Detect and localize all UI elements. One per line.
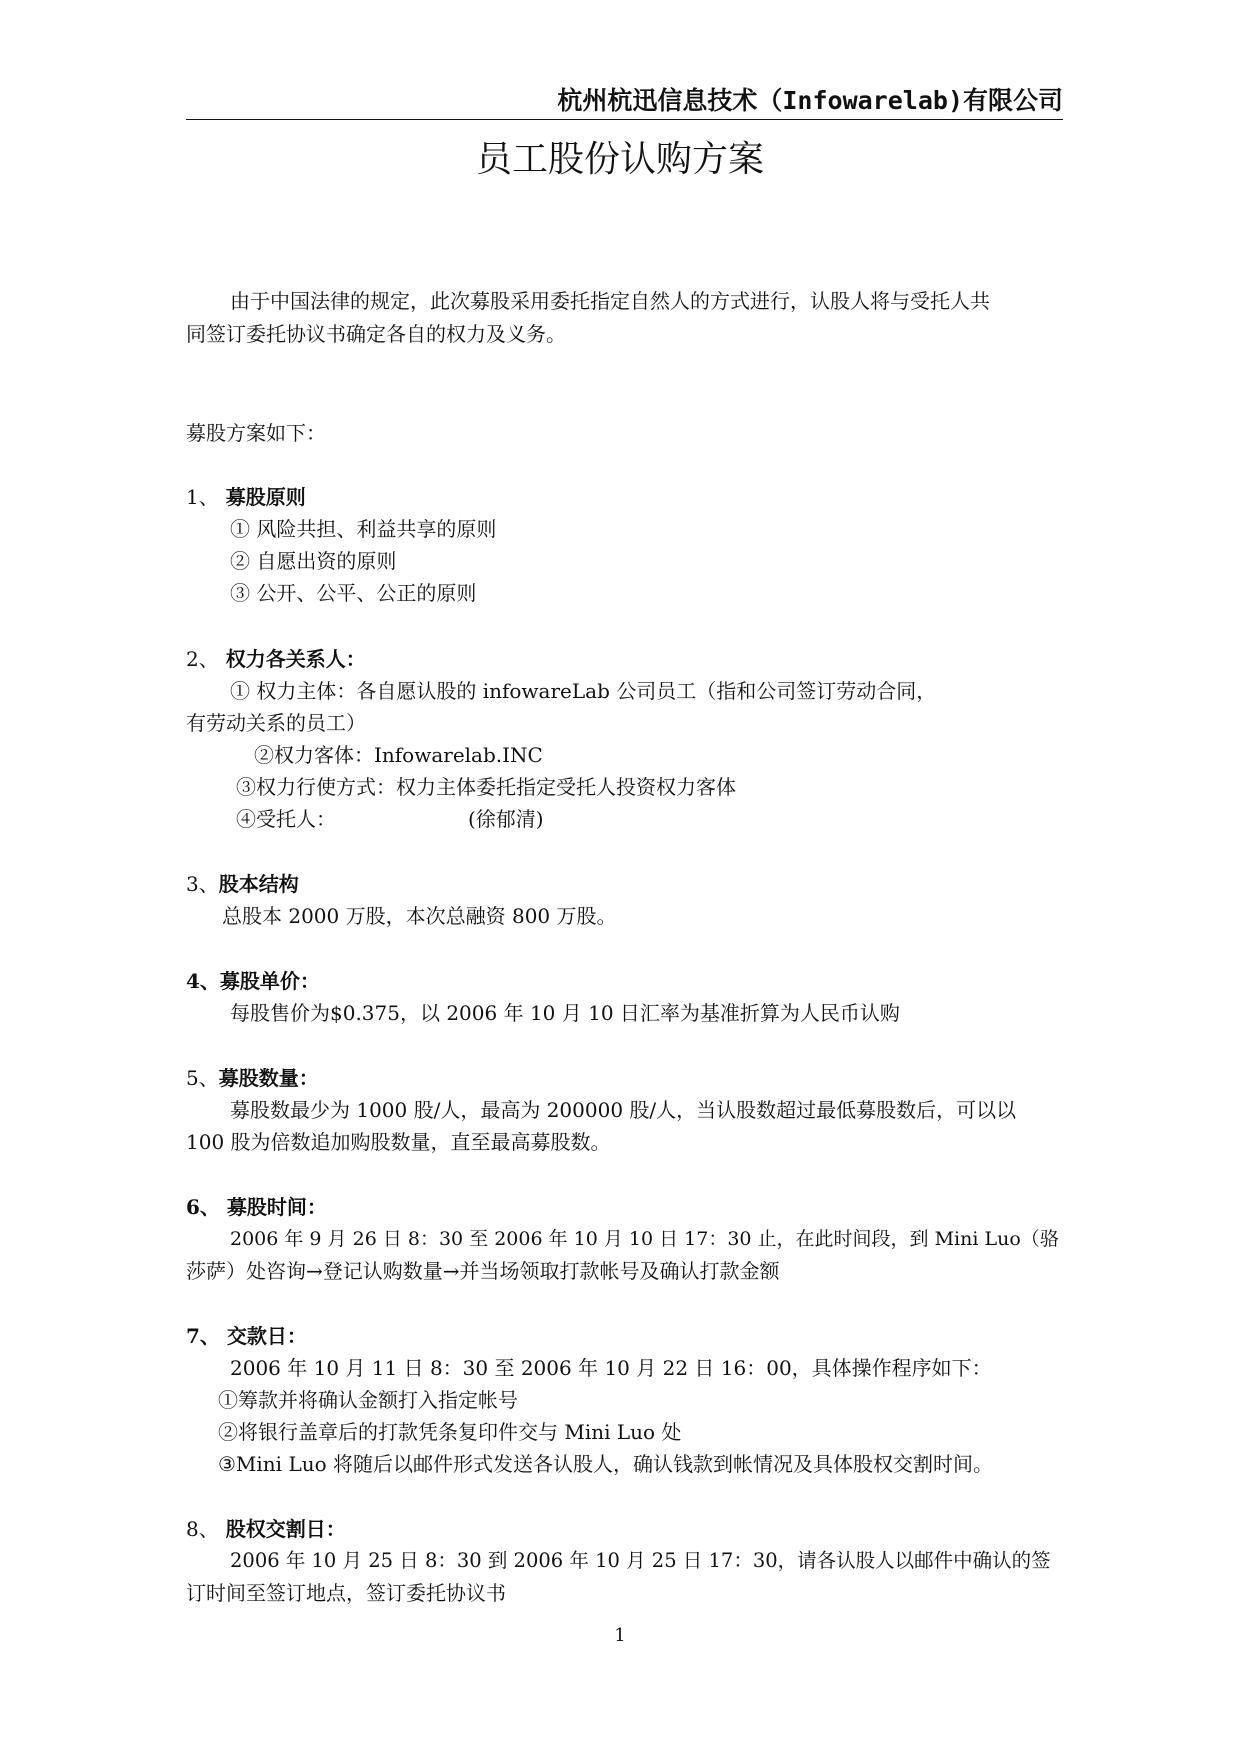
intro-line-1: 由于中国法律的规定，此次募股采用委托指定自然人的方式进行，认股人将与受托人共 <box>230 289 990 313</box>
section-1-title: 募股原则 <box>225 485 306 509</box>
section-2-line-3: ②权力客体：Infowarelab.INC <box>254 743 543 767</box>
section-4-number: 4、 <box>186 969 220 993</box>
list-item: ②将银行盖章后的打款凭条复印件交与 Mini Luo 处 <box>218 1420 682 1444</box>
section-2-line-2: 有劳动关系的员工） <box>186 711 366 735</box>
section-7-line-1: 2006 年 10 月 11 日 8：30 至 2006 年 10 月 22 日 16：00，具体操作程序如下： <box>230 1356 992 1380</box>
section-3-title: 股本结构 <box>218 872 299 896</box>
section-7-number: 7、 <box>186 1324 220 1348</box>
section-2-heading <box>186 644 366 674</box>
section-3-body: 总股本 2000 万股，本次总融资 800 万股。 <box>222 904 617 928</box>
section-1-number: 1、 <box>186 485 219 509</box>
section-5-title: 募股数量： <box>218 1066 319 1090</box>
section-8-heading <box>186 1514 346 1544</box>
company-header: 杭州杭迅信息技术（Infowarelab)有限公司 <box>557 86 1063 115</box>
section-4-title: 募股单价： <box>219 969 320 993</box>
section-6-number: 6、 <box>186 1195 220 1219</box>
section-2-line-5-value: (徐郁清) <box>468 807 544 831</box>
section-3-heading <box>186 869 299 899</box>
section-2-line-4: ③权力行使方式：权力主体委托指定受托人投资权力客体 <box>236 775 736 799</box>
section-7-heading <box>186 1321 307 1351</box>
list-item: ② 自愿出资的原则 <box>230 549 397 573</box>
section-6-line-1: 2006 年 9 月 26 日 8：30 至 2006 年 10 月 10 日 17：30 止，在此时间段，到 Mini Luo（骆 <box>230 1228 1059 1250</box>
section-6-title: 募股时间： <box>226 1195 327 1219</box>
list-item: ① 风险共担、利益共享的原则 <box>230 517 497 541</box>
section-8-title: 股权交割日： <box>225 1517 346 1541</box>
section-5-line-1: 募股数最少为 1000 股/人，最高为 200000 股/人，当认股数超过最低募股数后，可以以 <box>230 1098 1017 1122</box>
list-item: ①筹款并将确认金额打入指定帐号 <box>218 1388 518 1412</box>
section-5-number: 5、 <box>186 1066 219 1090</box>
section-8-line-1: 2006 年 10 月 25 日 8：30 到 2006 年 10 月 25 日 17：30，请各认股人以邮件中确认的签 <box>230 1549 1051 1572</box>
section-6-line-2: 莎萨）处咨询→登记认购数量→并当场领取打款帐号及确认打款金额 <box>186 1259 780 1283</box>
section-3-number: 3、 <box>186 872 219 896</box>
section-2-line-5-label: ④受托人： <box>236 807 336 831</box>
section-2-number: 2、 <box>186 647 219 671</box>
section-5-line-2: 100 股为倍数追加购股数量，直至最高募股数。 <box>186 1130 611 1154</box>
section-4-body: 每股售价为$0.375，以 2006 年 10 月 10 日汇率为基准折算为人民币认购 <box>230 1001 900 1025</box>
list-item: ③Mini Luo 将随后以邮件形式发送各认股人，确认钱款到帐情况及具体股权交割时间。 <box>218 1452 993 1476</box>
section-8-line-2: 订时间至签订地点，签订委托协议书 <box>186 1581 506 1605</box>
plan-label: 募股方案如下： <box>186 421 326 445</box>
section-8-number: 8、 <box>186 1517 219 1541</box>
list-item: ③ 公开、公平、公正的原则 <box>230 581 477 605</box>
page-number: 1 <box>614 1625 626 1646</box>
header-rule <box>186 119 1063 120</box>
section-2-line-1: ① 权力主体：各自愿认股的 infowareLab 公司员工（指和公司签订劳动合同， <box>230 679 937 703</box>
section-1-heading <box>186 482 306 512</box>
document-title: 员工股份认购方案 <box>475 139 764 180</box>
section-5-heading <box>186 1063 319 1093</box>
section-7-title: 交款日： <box>226 1324 307 1348</box>
section-2-title: 权力各关系人： <box>225 647 366 671</box>
section-6-heading <box>186 1192 327 1222</box>
section-4-heading <box>186 966 320 996</box>
intro-line-2: 同签订委托协议书确定各自的权力及义务。 <box>186 322 566 346</box>
